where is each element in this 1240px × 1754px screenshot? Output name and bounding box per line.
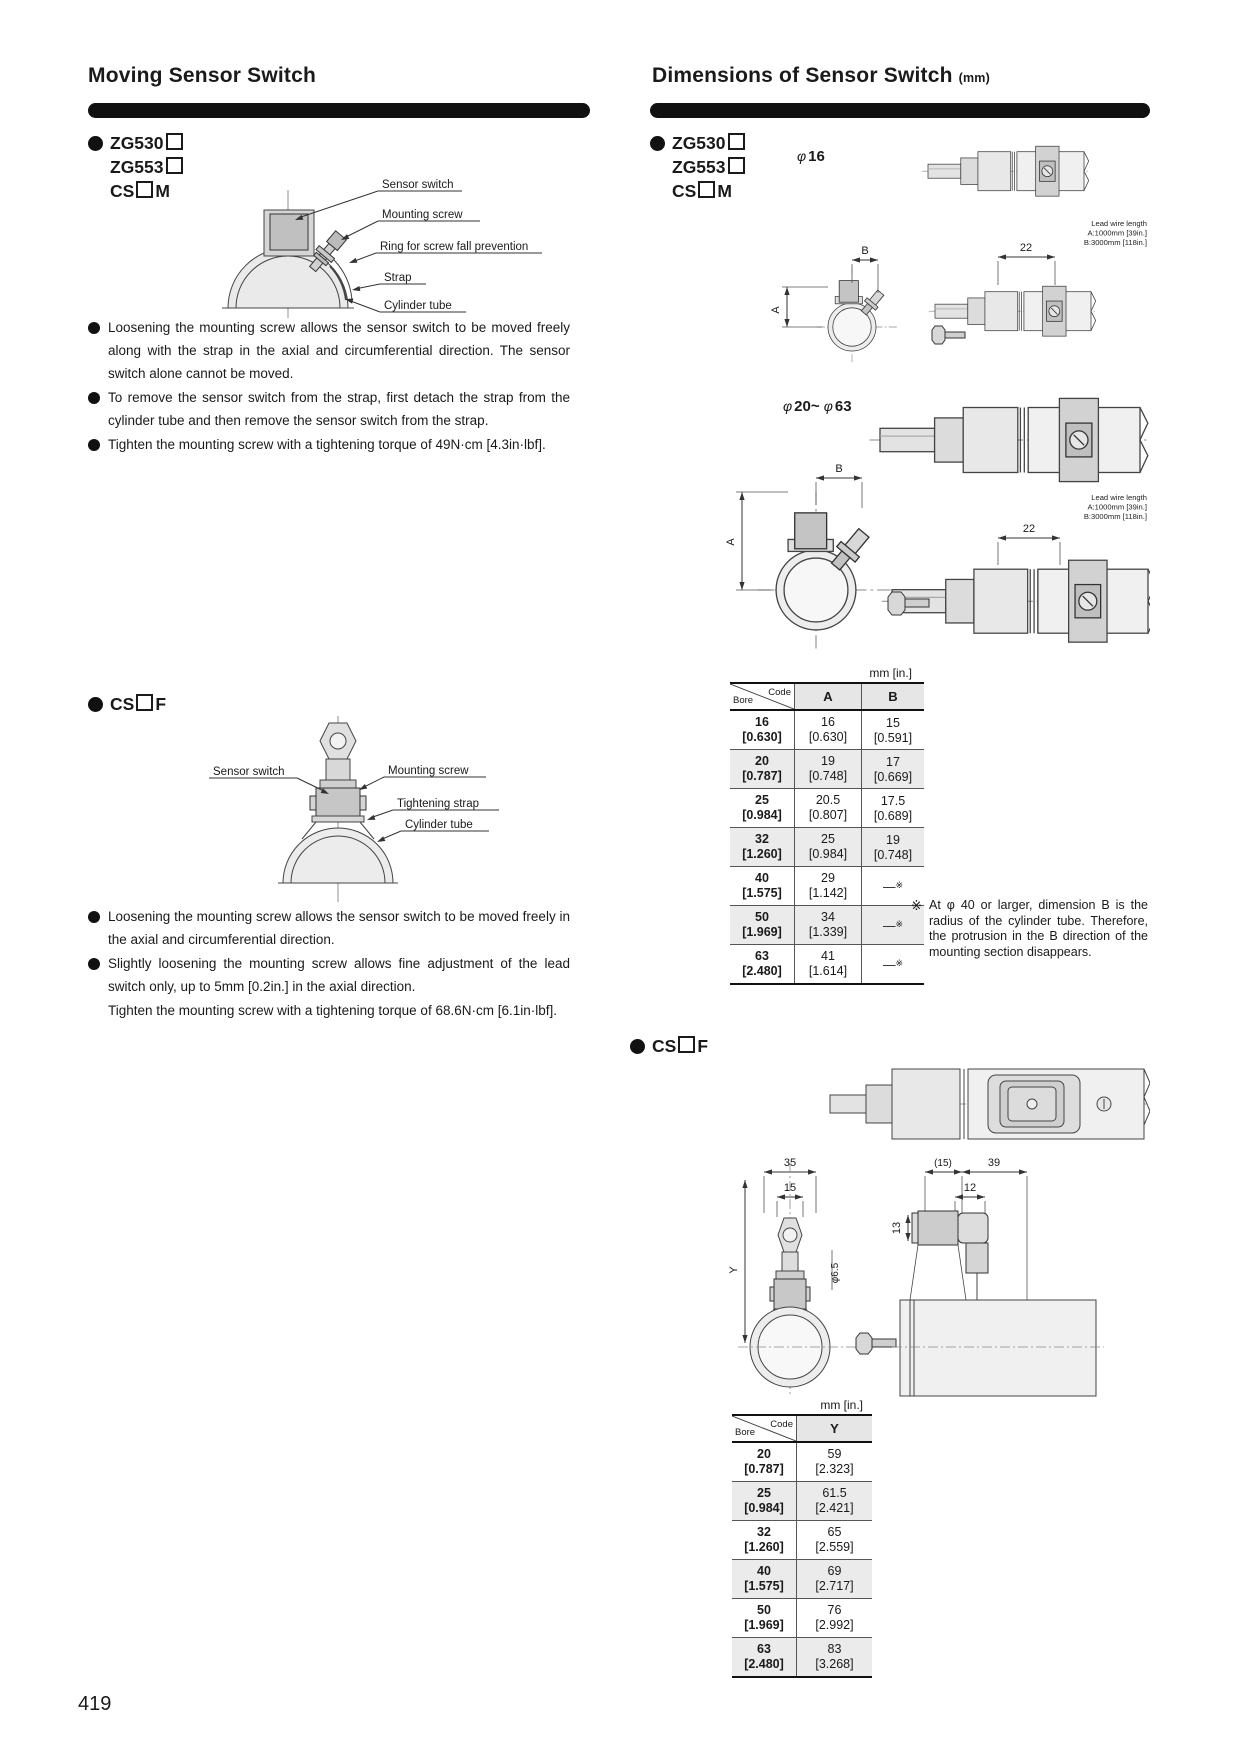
- footnote: [911, 898, 1148, 960]
- model-line: [672, 179, 747, 203]
- dim-15-paren: (15): [934, 1158, 952, 1169]
- bullet-icon: [88, 911, 100, 923]
- model-line: [650, 131, 747, 155]
- sensor-switch-shape: [918, 1211, 958, 1245]
- lead-wire-note-line2: A:1000mm [39in.]: [1087, 228, 1147, 238]
- bullet-icon: [88, 697, 103, 712]
- option-box: [728, 157, 745, 174]
- corner-bore-label: Bore: [735, 1427, 756, 1438]
- corner-code-label: Code: [770, 1419, 793, 1430]
- dim-15: 15: [783, 1182, 797, 1194]
- drawing-cluster-dia2063: [720, 380, 1150, 665]
- model-code: CS M: [110, 180, 170, 201]
- dim-13: 13: [891, 1221, 903, 1235]
- table-row: 20 [0.787] 19 [0.748] 17 [0.669]: [730, 750, 924, 789]
- dim-A: A: [770, 306, 782, 314]
- side-view-dia16-b: [929, 286, 1097, 336]
- right-section-title-text: Dimensions of Sensor Switch: [652, 64, 953, 87]
- table-header-row: [730, 683, 924, 710]
- option-box: [136, 694, 153, 711]
- dim-Y: Y: [728, 1266, 740, 1274]
- bullet-icon: [630, 1039, 645, 1054]
- bullet-icon: [650, 136, 665, 151]
- option-box: [698, 181, 715, 198]
- lead-wire-note-line3: B:3000mm [118in.]: [1083, 512, 1147, 521]
- table-row: 50 [1.969] 34 [1.339] —※: [730, 906, 924, 945]
- table-y: [732, 1414, 872, 1678]
- right-section-bar: [650, 103, 1150, 118]
- table-row: 20 [0.787] 59 [2.323]: [732, 1442, 872, 1482]
- left-section-bar: [88, 103, 590, 118]
- front-view-dia2063: [757, 492, 893, 652]
- bullet-item: [88, 433, 570, 456]
- table-unit-label: mm [in.]: [869, 666, 912, 680]
- bullet-continuation: [88, 999, 570, 1022]
- bore-dia2063-label: φ 20~ φ 63: [783, 398, 852, 415]
- model-code: CS F: [652, 1035, 709, 1056]
- lead-wire-note-line3: B:3000mm [118in.]: [1083, 238, 1147, 247]
- dim-35: 35: [783, 1157, 797, 1169]
- model-code: CS M: [672, 180, 732, 201]
- label-mounting-screw: Mounting screw: [388, 765, 469, 777]
- table-corner-cell: [732, 1415, 797, 1442]
- label-mounting-screw: Mounting screw: [382, 209, 463, 221]
- bullet-text: Loosening the mounting screw allows the sensor switch to be moved freely in the axial and circumferential direction.: [108, 909, 570, 947]
- corner-bore-label: Bore: [733, 695, 754, 706]
- bullet-icon: [88, 958, 100, 970]
- dim-B: B: [861, 245, 869, 257]
- right-section-title: [652, 64, 990, 88]
- bullet-icon: [88, 439, 100, 451]
- table-row: 32 [1.260] 65 [2.559]: [732, 1521, 872, 1560]
- cylinder-tube-shape: [900, 1300, 1096, 1396]
- column-header-b: B: [862, 683, 925, 710]
- model-list-csm-right: [650, 131, 747, 203]
- bullet-text: Loosening the mounting screw allows the sensor switch to be moved freely along with the strap in the axial and circumferential direction. The sensor switch alone cannot be moved.: [108, 320, 570, 381]
- model-line: [672, 155, 747, 179]
- table-row: 63 [2.480] 41 [1.614] —※: [730, 945, 924, 985]
- table-row: 40 [1.575] 29 [1.142] —※: [730, 867, 924, 906]
- dimension-table-y: [732, 1398, 872, 1678]
- label-cylinder-tube: Cylinder tube: [384, 300, 452, 312]
- table-row: 63 [2.480] 83 [3.268]: [732, 1638, 872, 1678]
- lead-wire-note-line1: Lead wire length: [1091, 493, 1147, 502]
- bullet-text: Tighten the mounting screw with a tightening torque of 68.6N·cm [6.1in·lbf].: [108, 1003, 557, 1018]
- dim-dia65: φ6.5: [830, 1262, 841, 1284]
- dimension-table-ab: [730, 666, 924, 985]
- label-sensor-switch: Sensor switch: [382, 179, 454, 191]
- table-corner-cell: [730, 683, 795, 710]
- lead-wire-note-line1: Lead wire length: [1091, 219, 1147, 228]
- table-ab: [730, 682, 924, 985]
- label-tightening-strap: Tightening strap: [397, 798, 480, 810]
- bullet-text: To remove the sensor switch from the strap, first detach the strap from the cylinder tube and then remove the sensor switch from the strap.: [108, 390, 570, 428]
- sensor-switch-shape: [774, 1279, 806, 1309]
- column-header-a: A: [795, 683, 862, 710]
- model-code: ZG553: [672, 157, 747, 178]
- bullet-list-csm: [88, 316, 570, 457]
- table-row: 25 [0.984] 61.5 [2.421]: [732, 1482, 872, 1521]
- bore-dia16-label: φ 16: [797, 148, 825, 165]
- column-header-y: Y: [797, 1415, 873, 1442]
- bullet-icon: [88, 136, 103, 151]
- label-cylinder-tube: Cylinder tube: [405, 819, 473, 831]
- bullet-icon: [88, 322, 100, 334]
- dim-22: 22: [1022, 523, 1036, 535]
- right-section-title-unit: (mm): [958, 71, 990, 85]
- label-ring: Ring for screw fall prevention: [380, 241, 529, 253]
- dim-39: 39: [987, 1157, 1001, 1169]
- bullet-icon: [88, 392, 100, 404]
- label-strap: Strap: [384, 272, 412, 284]
- bullet-item: [88, 386, 570, 432]
- model-code: ZG530: [672, 133, 747, 154]
- dim-B: B: [835, 463, 843, 475]
- footnote-mark: ※: [911, 898, 922, 913]
- left-section-title: Moving Sensor Switch: [88, 64, 317, 87]
- lead-wire-note-line2: A:1000mm [39in.]: [1087, 502, 1147, 512]
- bullet-text: Tighten the mounting screw with a tightening torque of 49N·cm [4.3in·lbf].: [108, 437, 546, 452]
- corner-code-label: Code: [768, 687, 791, 698]
- model-code: ZG553: [110, 157, 185, 178]
- option-box: [166, 133, 183, 150]
- label-sensor-switch: Sensor switch: [213, 766, 285, 778]
- diagram-csm-moving: [150, 150, 560, 320]
- model-code: CS F: [110, 693, 167, 714]
- table-row: 32 [1.260] 25 [0.984] 19 [0.748]: [730, 828, 924, 867]
- bullet-item: [88, 952, 570, 998]
- table-header-row: [732, 1415, 872, 1442]
- page-number: 419: [78, 1693, 112, 1715]
- screw-side-shape: [932, 326, 965, 344]
- bullet-text: Slightly loosening the mounting screw allows fine adjustment of the lead switch only, up to 5mm [0.2in.] in the axial direction.: [108, 956, 570, 994]
- option-box: [678, 1036, 695, 1053]
- table-row: 50 [1.969] 76 [2.992]: [732, 1599, 872, 1638]
- dim-12: 12: [963, 1182, 977, 1194]
- table-row: 40 [1.575] 69 [2.717]: [732, 1560, 872, 1599]
- option-box: [728, 133, 745, 150]
- side-view-dia2063: [870, 398, 1150, 481]
- front-view-dia16: [817, 268, 899, 364]
- footnote-text: At φ 40 or larger, dimension B is the radius of the cylinder tube. Therefore, the protrusion in the B direction of the mounting section disappears.: [929, 898, 1148, 959]
- diagram-csf-moving: [150, 712, 560, 907]
- bullet-item: [88, 905, 570, 951]
- table-row: 25 [0.984] 20.5 [0.807] 17.5 [0.689]: [730, 789, 924, 828]
- table-row: 16 [0.630] 16 [0.630] 15 [0.591]: [730, 710, 924, 750]
- connector-shape: [958, 1213, 988, 1243]
- screw-side-shape: [856, 1333, 896, 1354]
- model-code: ZG530: [110, 133, 185, 154]
- dim-22: 22: [1019, 242, 1033, 254]
- drawing-cluster-dia16: [770, 125, 1150, 375]
- drawing-cluster-csf: [660, 1055, 1150, 1400]
- dim-A: A: [725, 538, 737, 546]
- table-unit-label: mm [in.]: [820, 1398, 863, 1412]
- bullet-item: [88, 316, 570, 385]
- side-view-dia16: [922, 146, 1090, 196]
- bullet-list-csf: [88, 905, 570, 1022]
